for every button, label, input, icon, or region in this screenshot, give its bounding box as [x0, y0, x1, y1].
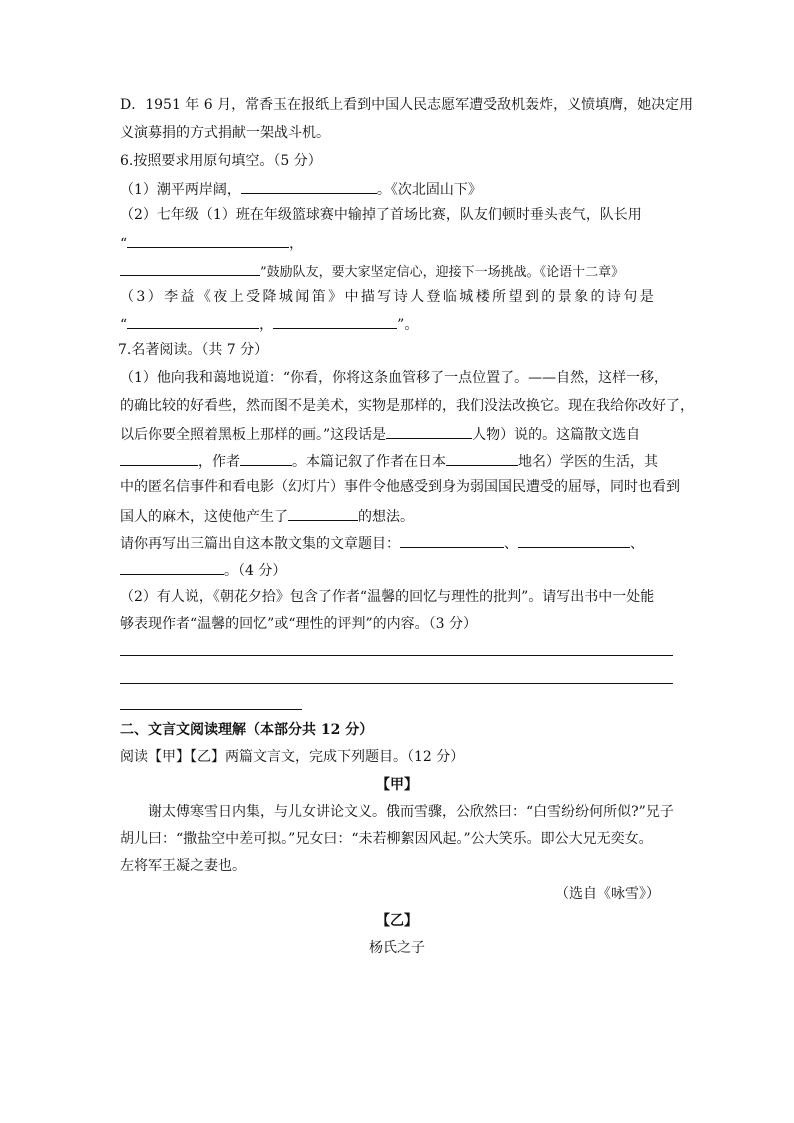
answer-blank[interactable]	[120, 559, 224, 575]
separator: 、	[504, 536, 518, 552]
answer-blank[interactable]	[288, 505, 358, 521]
answer-blank[interactable]	[518, 532, 630, 548]
section-heading: 二、文言文阅读理解（本部分共 12 分）	[120, 722, 374, 738]
question-6-part2-line3	[120, 260, 624, 283]
answer-line[interactable]	[120, 683, 673, 684]
answer-blank[interactable]	[127, 232, 289, 248]
q6-p1-source: 。《次北固山下》	[376, 182, 482, 198]
question-6-part3-line1: （3）李益《夜上受降城闻笛》中描写诗人登临城楼所望到的景象的诗句是	[120, 289, 657, 305]
close-quote: ”。	[397, 317, 419, 333]
passage-jia-line2: 胡儿曰：“撒盐空中差可拟。”兄女曰：“未若柳絮因风起。”公大笑乐。即公大兄无奕女。	[120, 831, 653, 847]
question-6-part3-line2	[120, 313, 418, 335]
q7-p2-line1: （2）有人说，《朝花夕拾》包含了作者“温馨的回忆与理性的批判”。请写出书中一处能	[120, 589, 655, 605]
q7-p1-line5: 中的匿名信事件和看电影（幻灯片）事件令他感受到身为弱国国民遭受的屈辱，同时也看到	[120, 479, 680, 495]
answer-blank[interactable]	[240, 450, 292, 466]
question-7-title: 7.名著阅读。（共 7 分）	[118, 342, 269, 358]
q7-p1-line8	[120, 559, 286, 581]
answer-blank[interactable]	[446, 450, 518, 466]
q7-p1-line3	[120, 423, 640, 445]
q7-p1-line6	[120, 505, 414, 527]
separator: 、	[630, 536, 644, 552]
answer-blank[interactable]	[400, 532, 504, 548]
option-d-line2: 义演募捐的方式捐献一架战斗机。	[120, 125, 330, 141]
question-6-title: 6.按照要求用原句填空。（5 分）	[120, 153, 322, 169]
text: 请你再写出三篇出自这本散文集的文章题目：	[120, 536, 400, 552]
question-6-part2-line1: （2）七年级（1）班在年级篮球赛中输掉了首场比赛，队友们顿时垂头丧气，队长用	[120, 207, 642, 223]
text: 。本篇记叙了作者在日本	[292, 454, 446, 470]
text: 地名）学医的生活，其	[518, 454, 658, 470]
answer-blank[interactable]	[386, 423, 472, 439]
answer-blank[interactable]	[241, 178, 377, 194]
answer-blank[interactable]	[273, 313, 397, 329]
text: 国人的麻木，这使他产生了	[120, 509, 288, 525]
text: 人物）说的。这篇散文选自	[472, 427, 641, 443]
text: 以后你要全照着黑板上那样的画。”这段话是	[120, 427, 387, 443]
q7-p1-line4	[120, 450, 658, 472]
passage-yi-title: 杨氏之子	[369, 940, 425, 956]
answer-blank[interactable]	[120, 260, 260, 276]
question-6-part1	[120, 178, 482, 200]
passage-jia-line1: 谢太傅寒雪日内集，与儿女讲论文义。俄而雪骤，公欣然曰：“白雪纷纷何所似?”兄子	[148, 804, 674, 820]
q7-p2-line2: 够表现作者“温馨的回忆”或“理性的评判”的内容。（3 分）	[120, 616, 477, 632]
passage-jia-label: 【甲】	[376, 777, 418, 793]
answer-line[interactable]	[120, 655, 673, 656]
q7-p1-line1: （1）他向我和蔼地说道：“你看，你将这条血管移了一点位置了。——自然，这样一移，	[120, 370, 669, 386]
section-instruction: 阅读【甲】【乙】两篇文言文，完成下列题目。（12 分）	[120, 749, 465, 765]
q6-p1-prompt: （1）潮平两岸阔，	[120, 182, 241, 198]
text: ，作者	[198, 454, 240, 470]
comma: ，	[259, 317, 274, 333]
text: 。（4 分）	[224, 563, 287, 579]
passage-jia-source: （选自《咏雪》）	[555, 886, 660, 902]
q7-p1-line2: 的确比较的好看些，然而图不是美术，实物是那样的，我们没法改换它。现在我给你改好了，	[120, 398, 694, 414]
open-quote: “	[120, 236, 128, 252]
option-d-line1: D．1951 年 6 月，常香玉在报纸上看到中国人民志愿军遭受敌机轰炸，义愤填膺，她决定用	[120, 97, 694, 113]
answer-line[interactable]	[120, 709, 302, 710]
comma: ，	[289, 236, 304, 252]
answer-blank[interactable]	[127, 313, 259, 329]
answer-blank[interactable]	[120, 450, 198, 466]
text: 的想法。	[358, 509, 414, 525]
open-quote: “	[120, 317, 128, 333]
passage-jia-line3: 左将军王凝之妻也。	[120, 858, 246, 874]
passage-yi-label: 【乙】	[376, 913, 418, 929]
question-6-part2-line2	[120, 232, 303, 254]
q6-p2-tail: ”鼓励队友，要大家坚定信心，迎接下一场挑战。《论语十二章》	[260, 265, 625, 280]
q7-p1-line7	[120, 532, 644, 554]
